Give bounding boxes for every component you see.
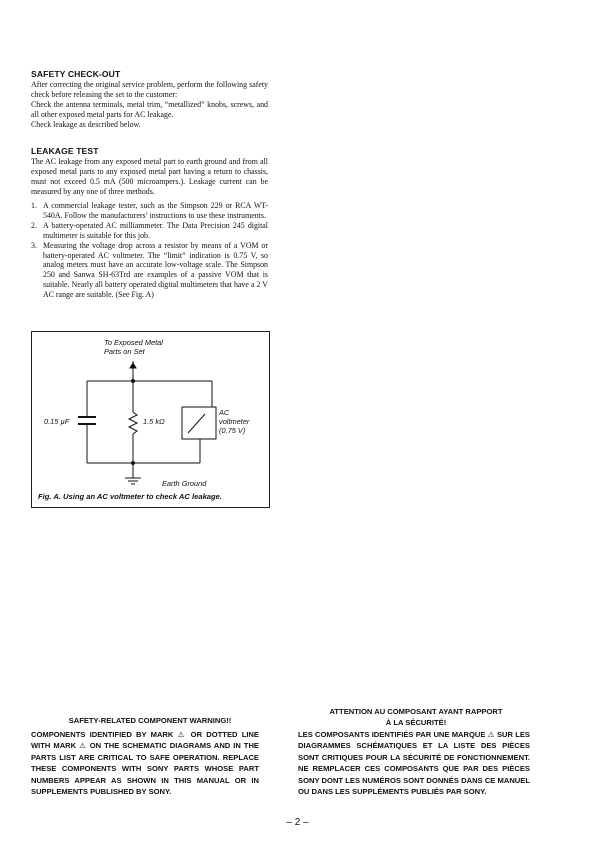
capacitor-label: 0.15 µF (44, 417, 70, 426)
voltmeter-needle (188, 414, 205, 433)
safety-paragraph-3: Check leakage as described below. (31, 119, 141, 129)
warning-en-title: SAFETY-RELATED COMPONENT WARNING!! (68, 716, 232, 725)
voltmeter-label (219, 408, 249, 435)
safety-checkout-heading: SAFETY CHECK-OUT (31, 69, 121, 79)
resistor-label: 1.5 kΩ (143, 417, 165, 426)
leakage-test-heading: LEAKAGE TEST (31, 146, 99, 156)
page-number: – 2 – (286, 817, 309, 828)
warning-fr-body: LES COMPOSANTS IDENTIFIÉS PAR UNE MARQUE ⚠ SUR LES DIAGRAMMES SCHÉMATIQUES ET LA LISTE DES PIÈCES SONT CRITIQUES POUR LA SÉCURITÉ DE FONCTIONNEMENT. NE REMPLACER CES COMPOSANTS QUE PAR DES PIÈCES SONY DONT LES NUMÉROS SONT DONNÉS DANS CE MANUEL OU DANS LES SUPPLÉMENTS PUBLIÉS PAR SONY. (298, 730, 530, 797)
exposed-metal-label-line1: To Exposed Metal (104, 338, 163, 347)
voltmeter-label-line1: AC (219, 408, 230, 417)
earth-ground-label: Earth Ground (162, 479, 207, 488)
list-item-text: A commercial leakage tester, such as the Simpson 229 or RCA WT-540A. Follow the manufacturers’ instructions to use these instruments. (43, 201, 268, 220)
leakage-intro: The AC leakage from any exposed metal part to earth ground and from all exposed metal parts to any exposed metal part having a return to chassis, must not exceed 0.5 mA (500 microampers.). Leakage current can be measured by any one of three methods. (31, 157, 268, 196)
list-item-number: 2. (31, 220, 37, 230)
list-item (31, 201, 268, 221)
exposed-metal-label-line2: Parts on Set (104, 347, 145, 356)
voltmeter-box (182, 407, 216, 439)
voltmeter-label-line2: voltmeter (219, 417, 250, 426)
arrow-up-icon (130, 363, 136, 368)
warning-fr-title (296, 706, 536, 728)
resistor-zigzag (129, 412, 137, 434)
list-item-text: A battery-operated AC milliammeter. The Data Precision 245 digital multimeter is suitable for this job. (43, 220, 268, 240)
warning-fr-title-line2: À LA SÉCURITÉ! (385, 718, 447, 727)
list-item-number: 3. (31, 240, 37, 250)
exposed-metal-label (104, 338, 163, 356)
voltmeter-label-line3: (0.75 V) (219, 426, 246, 435)
warning-en-body: COMPONENTS IDENTIFIED BY MARK ⚠ OR DOTTED LINE WITH MARK ⚠ ON THE SCHEMATIC DIAGRAMS AND IN THE PARTS LIST ARE CRITICAL TO SAFE OPERATION. REPLACE THESE COMPONENTS WITH SONY PARTS WHOSE PART NUMBERS APPEAR AS SHOWN IN THIS MANUAL OR IN SUPPLEMENTS PUBLISHED BY SONY. (31, 730, 259, 797)
list-item-number: 1. (31, 201, 37, 210)
safety-paragraph-2: Check the antenna terminals, metal trim, “metallized” knobs, screws, and all other exposed metal parts for AC leakage. (31, 99, 268, 119)
leakage-methods-list (31, 201, 268, 300)
junction-dot (131, 379, 135, 383)
safety-checkout-body (31, 80, 268, 130)
figure-a (31, 331, 270, 508)
figure-caption: Fig. A. Using an AC voltmeter to check AC leakage. (38, 492, 222, 501)
warning-fr-title-line1: ATTENTION AU COMPOSANT AYANT RAPPORT (329, 707, 503, 716)
list-item-text: Measuring the voltage drop across a resistor by means of a VOM or battery-operated AC voltmeter. The “limit” indication is 0.75 V, so analog meters must have an accurate low-voltage scale. The Simpson 250 and Sanwa SH-63Trd are examples of a passive VOM that is suitable. Nearly all battery operated digital multimeters that have a 2 V AC range are suitable. (See Fig. A) (43, 240, 268, 300)
list-item (31, 221, 268, 241)
junction-dot (131, 461, 135, 465)
list-item (31, 241, 268, 300)
safety-paragraph-1: After correcting the original service problem, perform the following safety check before releasing the set to the customer: (31, 80, 268, 99)
